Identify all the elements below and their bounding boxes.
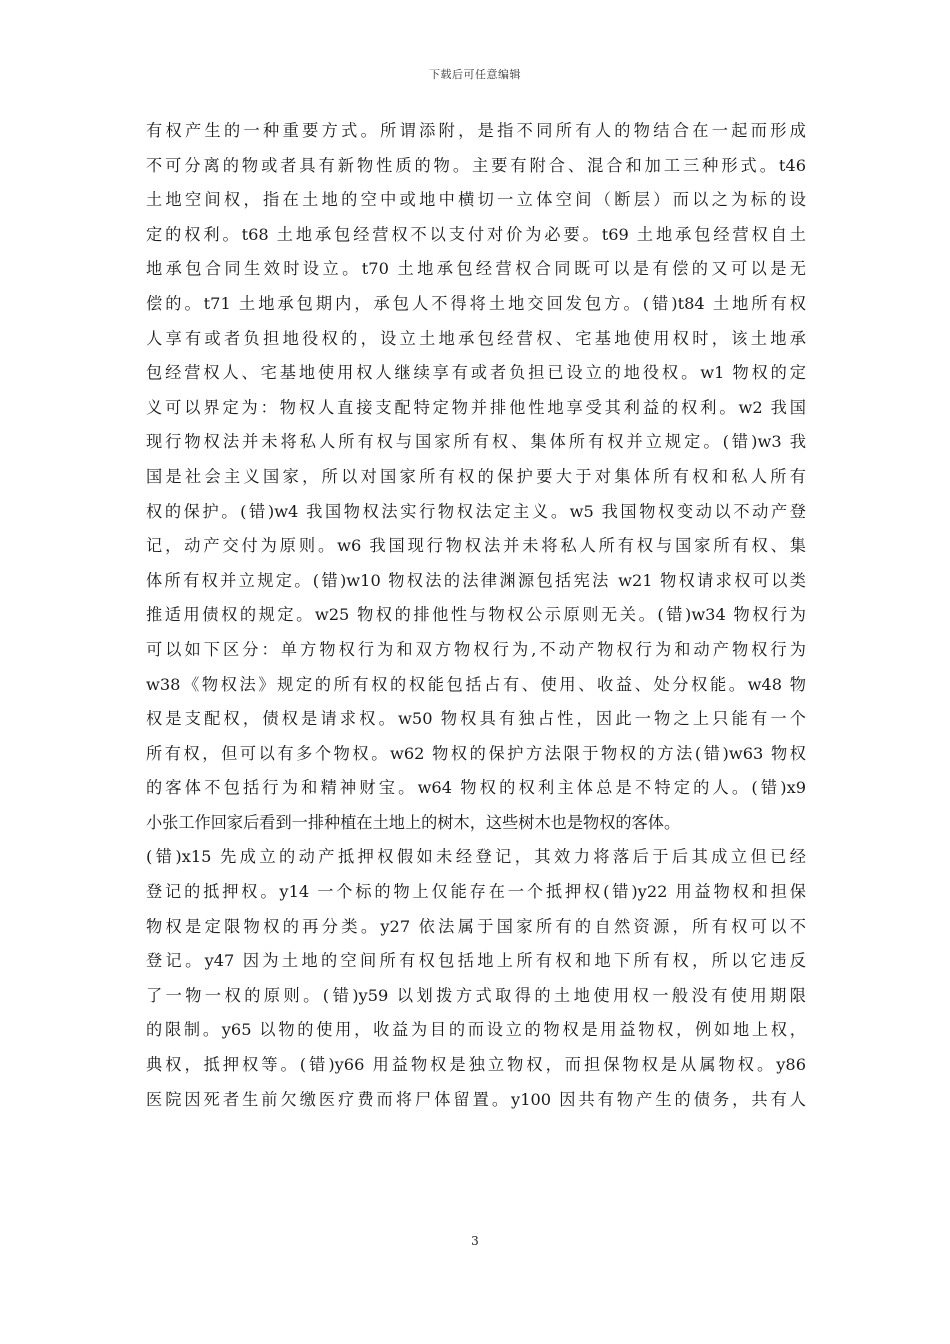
text-line: 物权是定限物权的再分类。y27 依法属于国家所有的自然资源，所有权可以不 xyxy=(146,916,806,936)
text-line: w38《物权法》规定的所有权的权能包括占有、使用、收益、处分权能。w48 物 xyxy=(146,674,806,694)
page-number: 3 xyxy=(471,1234,479,1248)
text-line: 的限制。y65 以物的使用，收益为目的而设立的物权是用益物权，例如地上权， xyxy=(146,1020,806,1040)
text-line: 典权，抵押权等。(错)y66 用益物权是独立物权，而担保物权是从属物权。y86 xyxy=(146,1055,806,1075)
text-line: 义可以界定为：物权人直接支配特定物并排他性地享受其利益的权利。w2 我国 xyxy=(146,397,806,417)
text-line: 地承包合同生效时设立。t70 土地承包经营权合同既可以是有偿的又可以是无 xyxy=(146,259,806,279)
text-line: 记，动产交付为原则。w6 我国现行物权法并未将私人所有权与国家所有权、集 xyxy=(146,536,806,556)
text-line: 推适用债权的规定。w25 物权的排他性与物权公示原则无关。(错)w34 物权行为 xyxy=(146,605,806,625)
text-line: 所有权，但可以有多个物权。w62 物权的保护方法限于物权的方法(错)w63 物权 xyxy=(146,743,806,763)
text-line: 国是社会主义国家，所以对国家所有权的保护要大于对集体所有权和私人所有 xyxy=(146,466,806,486)
text-line: 有权产生的一种重要方式。所谓添附，是指不同所有人的物结合在一起而形成 xyxy=(146,121,806,140)
text-line: 权是支配权，债权是请求权。w50 物权具有独占性，因此一物之上只能有一个 xyxy=(146,709,806,729)
text-line: 土地空间权，指在土地的空中或地中横切一立体空间（断层）而以之为标的设 xyxy=(146,190,806,210)
text-line: 权的保护。(错)w4 我国物权法实行物权法定主义。w5 我国物权变动以不动产登 xyxy=(146,501,806,521)
body-text xyxy=(146,114,806,1117)
text-line: (错)x15 先成立的动产抵押权假如未经登记，其效力将落后于后其成立但已经 xyxy=(146,847,806,867)
text-line: 定的权利。t68 土地承包经营权不以支付对价为必要。t69 土地承包经营权自土 xyxy=(146,224,806,244)
text-line: 小张工作回家后看到一排种植在土地上的树木，这些树木也是物权的客体。 xyxy=(146,812,681,832)
text-line: 偿的。t71 土地承包期内，承包人不得将土地交回发包方。(错)t84 土地所有权 xyxy=(146,293,806,313)
text-line: 包经营权人、宅基地使用权人继续享有或者负担已设立的地役权。w1 物权的定 xyxy=(146,363,806,383)
text-line: 登记的抵押权。y14 一个标的物上仅能存在一个抵押权(错)y22 用益物权和担保 xyxy=(146,882,806,902)
text-line: 可以如下区分：单方物权行为和双方物权行为,不动产物权行为和动产物权行为 xyxy=(146,639,806,659)
text-line: 的客体不包括行为和精神财宝。w64 物权的权利主体总是不特定的人。(错)x9 xyxy=(146,778,806,798)
text-line: 登记。y47 因为土地的空间所有权包括地上所有权和地下所有权，所以它违反 xyxy=(146,951,806,971)
text-line: 医院因死者生前欠缴医疗费而将尸体留置。y100 因共有物产生的债务，共有人 xyxy=(146,1089,806,1109)
text-line: 了一物一权的原则。(错)y59 以划拨方式取得的土地使用权一般没有使用期限 xyxy=(146,985,806,1005)
text-line: 不可分离的物或者具有新物性质的物。主要有附合、混合和加工三种形式。t46 xyxy=(146,155,806,175)
header-note: 下载后可任意编辑 xyxy=(429,68,521,81)
text-line: 人享有或者负担地役权的，设立土地承包经营权、宅基地使用权时，该土地承 xyxy=(146,328,806,348)
text-line: 现行物权法并未将私人所有权与国家所有权、集体所有权并立规定。(错)w3 我 xyxy=(146,432,806,452)
text-line: 体所有权并立规定。(错)w10 物权法的法律渊源包括宪法 w21 物权请求权可以类 xyxy=(146,570,806,590)
